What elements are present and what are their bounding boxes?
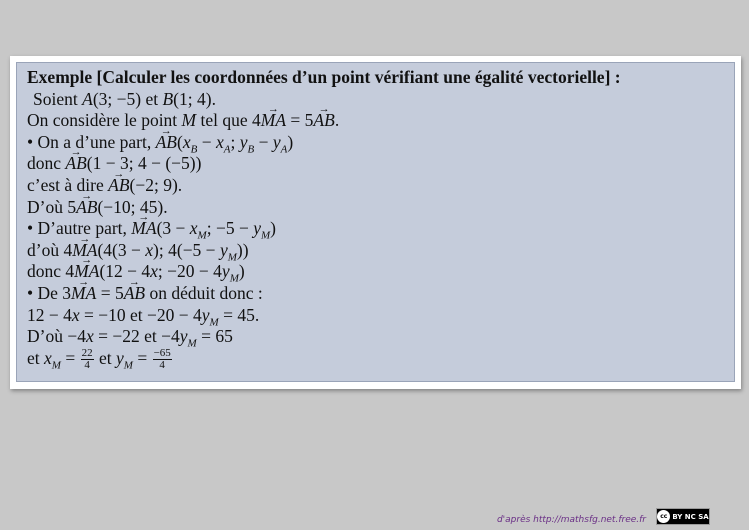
cc-license-badge bbox=[656, 508, 710, 525]
line-6: D’où 5→ AB(−10; 45). bbox=[27, 197, 726, 219]
line-10: • De 3→ MA = 5→ AB on déduit donc : bbox=[27, 283, 726, 305]
line-4: donc → AB(1 − 3; 4 − (−5)) bbox=[27, 153, 726, 175]
line-9: donc 4→ MA(12 − 4x; $-20 - 4y_M$) bbox=[27, 261, 726, 283]
line-12: D’où −4x = −22 et $-4y_M = 65$ bbox=[27, 326, 233, 350]
line-2: On considère le point M tel que 4→ MA = 5→ AB. bbox=[27, 110, 726, 132]
example-box bbox=[16, 62, 735, 382]
slide-frame bbox=[10, 56, 741, 389]
example-title: Exemple [Calculer les coordonnées d’un point vérifiant une égalité vectorielle] : bbox=[27, 67, 621, 87]
license-terms: BY NC SA bbox=[672, 512, 709, 521]
line-13: et $x_M$ = $\frac{22}{4}$ et $y_M$ = $\frac{-65}{4}$ bbox=[27, 347, 171, 372]
line-11: 12 − 4x = −10 et $-20 - 4y_M = 45$. bbox=[27, 304, 260, 329]
line-1: Soient A(3; −5) et B(1; 4). bbox=[33, 88, 216, 109]
line-8: d’où 4→ MA(4(3 − x); $4(-5 - y_M)$) bbox=[27, 240, 726, 262]
line-3: • On a d’une part, → $AB(x_B - x_A$; $y_B - y_A$) bbox=[27, 132, 726, 154]
cc-icon: cc bbox=[657, 510, 670, 523]
source-credit: d'après http://mathsfg.net.free.fr bbox=[496, 515, 646, 525]
line-7: • D’autre part, → $MA(3 - x_M$; $-5 - y_M$) bbox=[27, 218, 726, 240]
line-5: c’est à dire → AB(−2; 9). bbox=[27, 175, 726, 197]
